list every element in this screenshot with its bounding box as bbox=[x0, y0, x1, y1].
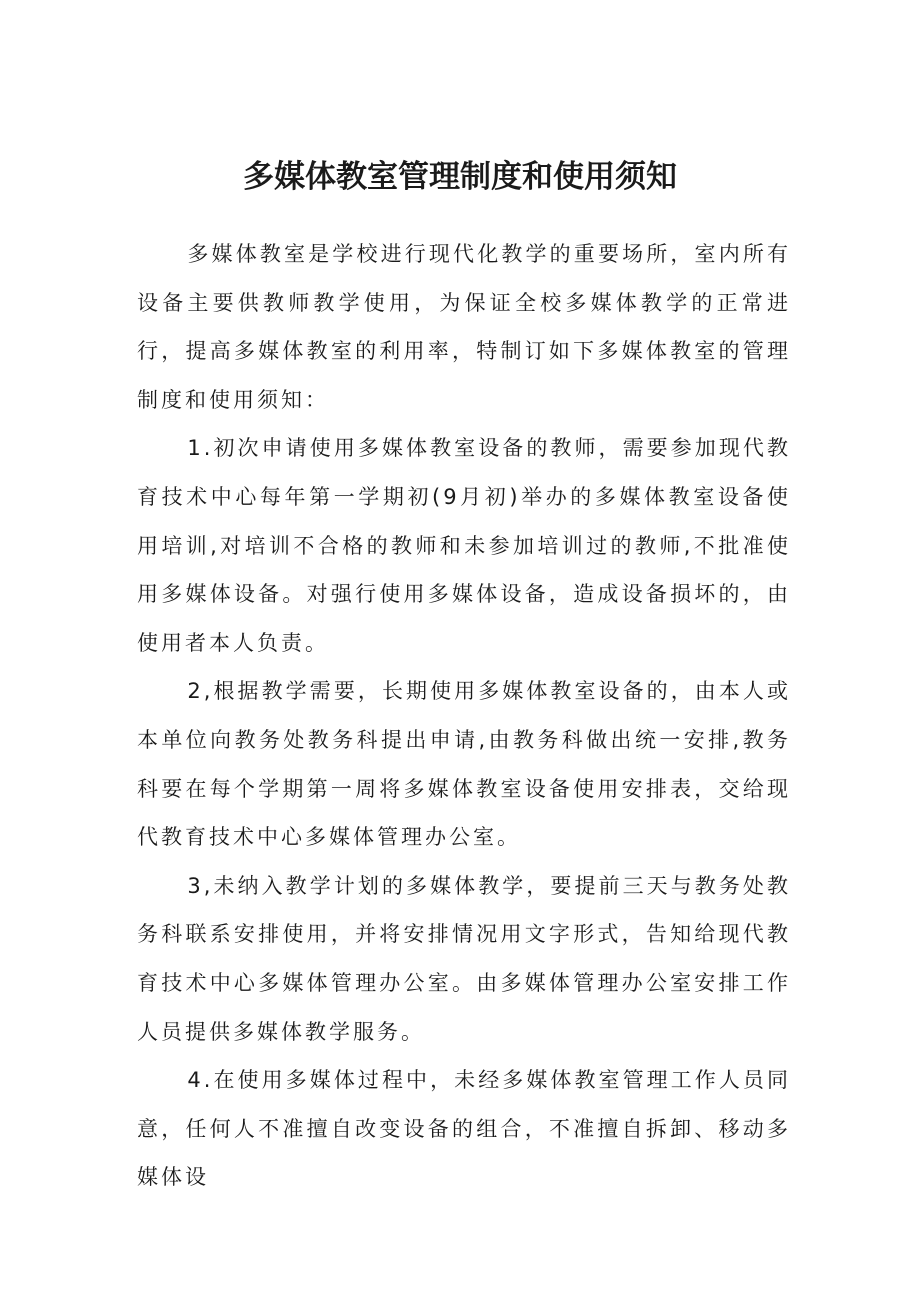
paragraph-item-3: 3,未纳入教学计划的多媒体教学，要提前三天与教务处教务科联系安排使用，并将安排情况用文字形式，告知给现代教育技术中心多媒体管理办公室。由多媒体管理办公室安排工作人员提供多媒体教学服务。 bbox=[137, 873, 791, 1044]
document-title: 多媒体教室管理制度和使用须知 bbox=[243, 158, 677, 195]
paragraph-intro: 多媒体教室是学校进行现代化教学的重要场所，室内所有设备主要供教师教学使用，为保证全校多媒体教学的正常进行，提高多媒体教室的利用率，特制订如下多媒体教室的管理制度和使用须知： bbox=[137, 242, 791, 412]
paragraph-item-4: 4.在使用多媒体过程中，未经多媒体教室管理工作人员同意，任何人不准擅自改变设备的组合，不准擅自拆卸、移动多媒体设 bbox=[137, 1068, 791, 1190]
document-body bbox=[137, 230, 791, 1202]
paragraph-item-1: 1.初次申请使用多媒体教室设备的教师，需要参加现代教育技术中心每年第一学期初(9月初)举办的多媒体教室设备使用培训,对培训不合格的教师和未参加培训过的教师,不批准使用多媒体设备。对强行使用多媒体设备，造成设备损坏的，由使用者本人负责。 bbox=[137, 436, 791, 655]
paragraph-item-2: 2,根据教学需要，长期使用多媒体教室设备的，由本人或本单位向教务处教务科提出申请,由教务科做出统一安排,教务科要在每个学期第一周将多媒体教室设备使用安排表，交给现代教育技术中心多媒体管理办公室。 bbox=[137, 679, 791, 850]
